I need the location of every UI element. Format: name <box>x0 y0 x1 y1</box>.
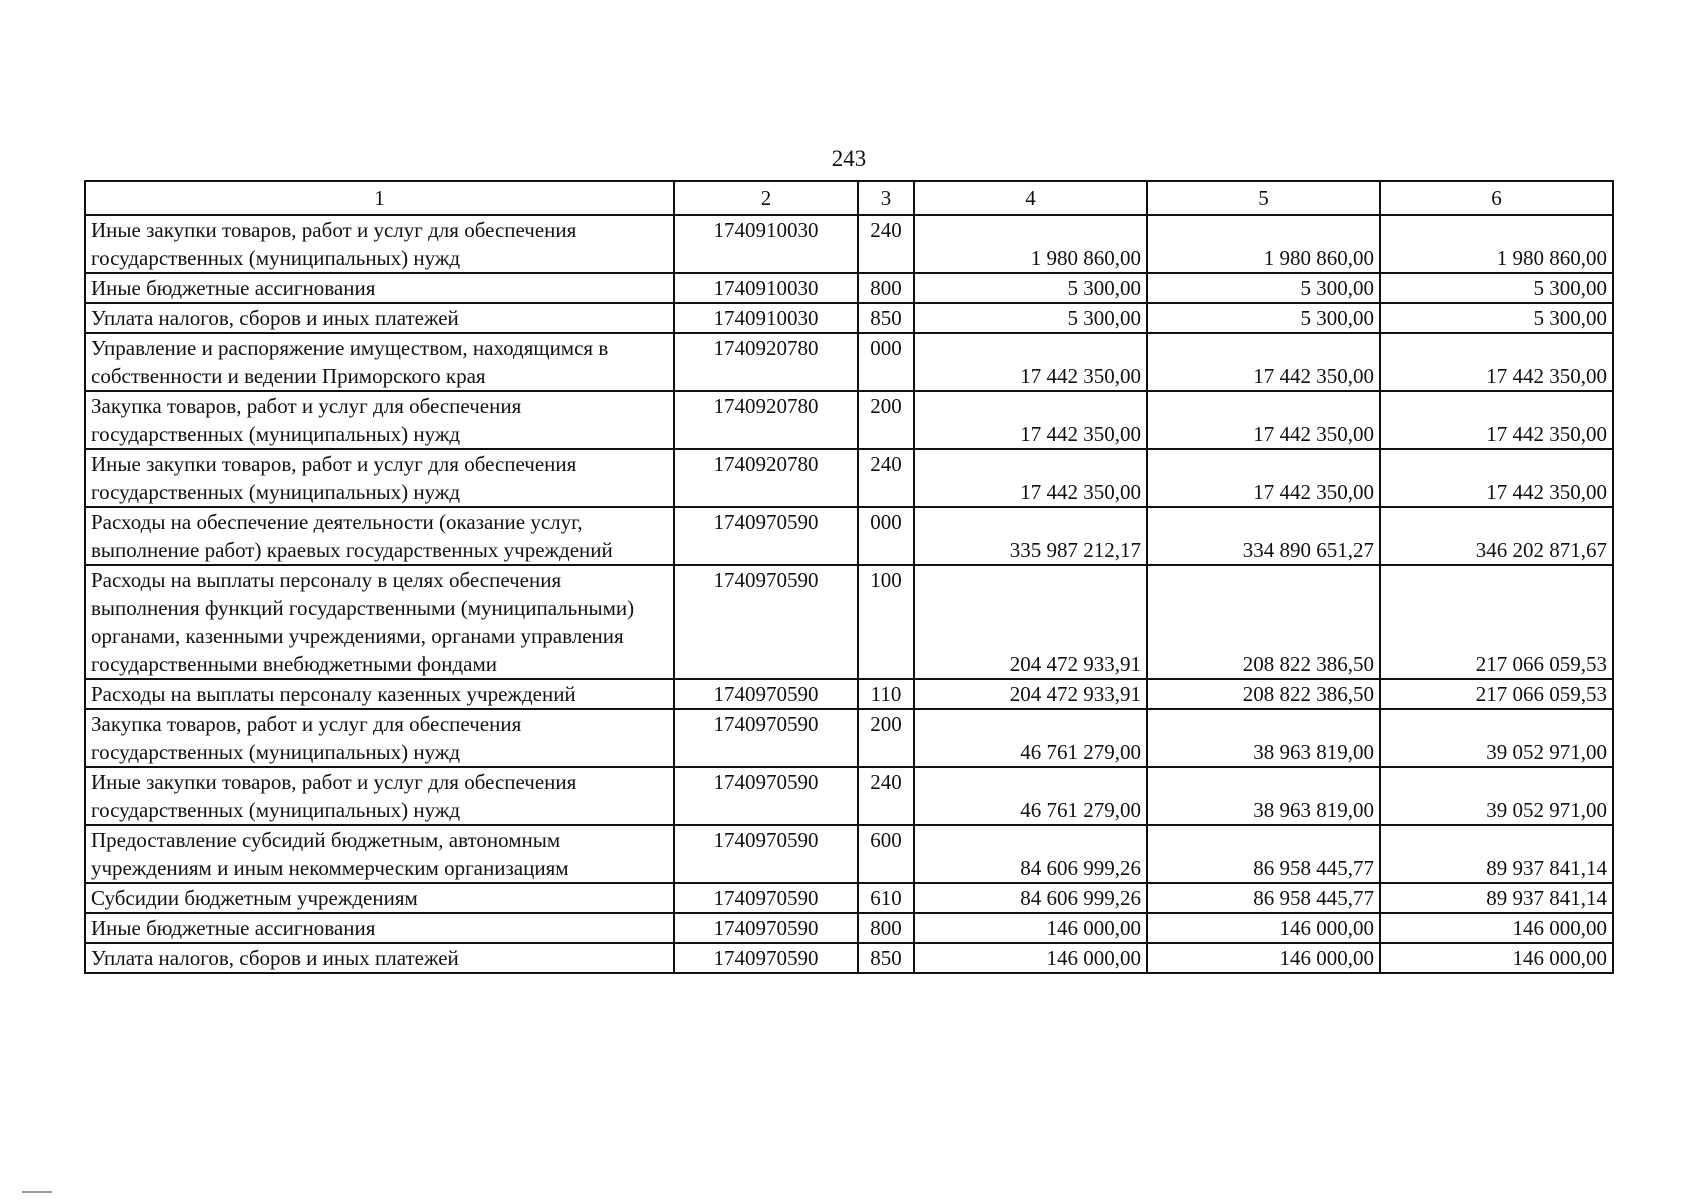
row-name-cell: Расходы на обеспечение деятельности (оказание услуг, выполнение работ) краевых государственных учреждений <box>85 507 674 565</box>
row-expense-type-cell: 200 <box>858 391 914 449</box>
table-row <box>85 273 1613 303</box>
row-amount-col4-cell: 146 000,00 <box>914 943 1147 973</box>
row-amount-col4-cell: 5 300,00 <box>914 303 1147 333</box>
budget-table <box>84 180 1614 974</box>
row-target-code-cell: 1740920780 <box>674 333 858 391</box>
row-name-cell: Иные бюджетные ассигнования <box>85 273 674 303</box>
row-expense-type-cell: 240 <box>858 215 914 273</box>
row-amount-col6-cell: 89 937 841,14 <box>1380 883 1613 913</box>
row-amount-col4-cell: 46 761 279,00 <box>914 767 1147 825</box>
table-row <box>85 303 1613 333</box>
row-amount-col6-cell: 17 442 350,00 <box>1380 391 1613 449</box>
row-amount-col5-cell: 17 442 350,00 <box>1147 333 1380 391</box>
row-amount-col4-cell: 204 472 933,91 <box>914 679 1147 709</box>
table-row <box>85 943 1613 973</box>
table-row <box>85 507 1613 565</box>
header-row <box>85 181 1613 215</box>
row-target-code-cell: 1740970590 <box>674 679 858 709</box>
row-name-cell: Уплата налогов, сборов и иных платежей <box>85 943 674 973</box>
row-name-cell: Субсидии бюджетным учреждениям <box>85 883 674 913</box>
row-amount-col4-cell: 46 761 279,00 <box>914 709 1147 767</box>
row-name-cell: Иные закупки товаров, работ и услуг для обеспечения государственных (муниципальных) нужд <box>85 449 674 507</box>
row-target-code-cell: 1740910030 <box>674 303 858 333</box>
row-target-code-cell: 1740970590 <box>674 825 858 883</box>
table-header <box>85 181 1613 215</box>
row-amount-col5-cell: 38 963 819,00 <box>1147 709 1380 767</box>
row-amount-col4-cell: 17 442 350,00 <box>914 391 1147 449</box>
row-amount-col6-cell: 217 066 059,53 <box>1380 565 1613 679</box>
table-row <box>85 883 1613 913</box>
row-target-code-cell: 1740970590 <box>674 913 858 943</box>
table-row <box>85 913 1613 943</box>
row-amount-col4-cell: 84 606 999,26 <box>914 883 1147 913</box>
row-name-cell: Иные закупки товаров, работ и услуг для обеспечения государственных (муниципальных) нужд <box>85 215 674 273</box>
row-name-cell: Управление и распоряжение имуществом, находящимся в собственности и ведении Приморского края <box>85 333 674 391</box>
row-amount-col5-cell: 208 822 386,50 <box>1147 565 1380 679</box>
row-amount-col6-cell: 346 202 871,67 <box>1380 507 1613 565</box>
row-expense-type-cell: 800 <box>858 273 914 303</box>
row-amount-col4-cell: 84 606 999,26 <box>914 825 1147 883</box>
row-expense-type-cell: 000 <box>858 333 914 391</box>
budget-table-container <box>84 180 1612 974</box>
row-name-cell: Уплата налогов, сборов и иных платежей <box>85 303 674 333</box>
row-amount-col6-cell: 39 052 971,00 <box>1380 709 1613 767</box>
row-expense-type-cell: 110 <box>858 679 914 709</box>
row-amount-col5-cell: 5 300,00 <box>1147 303 1380 333</box>
row-amount-col5-cell: 86 958 445,77 <box>1147 883 1380 913</box>
row-name-cell: Расходы на выплаты персоналу казенных учреждений <box>85 679 674 709</box>
row-name-cell: Закупка товаров, работ и услуг для обеспечения государственных (муниципальных) нужд <box>85 391 674 449</box>
row-amount-col5-cell: 146 000,00 <box>1147 913 1380 943</box>
row-amount-col6-cell: 1 980 860,00 <box>1380 215 1613 273</box>
row-amount-col4-cell: 1 980 860,00 <box>914 215 1147 273</box>
row-amount-col5-cell: 334 890 651,27 <box>1147 507 1380 565</box>
row-target-code-cell: 1740920780 <box>674 449 858 507</box>
table-body <box>85 215 1613 973</box>
row-target-code-cell: 1740910030 <box>674 215 858 273</box>
table-row <box>85 565 1613 679</box>
row-expense-type-cell: 600 <box>858 825 914 883</box>
row-expense-type-cell: 800 <box>858 913 914 943</box>
row-amount-col6-cell: 39 052 971,00 <box>1380 767 1613 825</box>
row-amount-col6-cell: 217 066 059,53 <box>1380 679 1613 709</box>
row-amount-col6-cell: 146 000,00 <box>1380 943 1613 973</box>
row-name-cell: Расходы на выплаты персоналу в целях обеспечения выполнения функций государственными (муниципальными) органами, казенными учреждениями, органами управления государственными внебюджетными фондами <box>85 565 674 679</box>
table-row <box>85 709 1613 767</box>
row-expense-type-cell: 610 <box>858 883 914 913</box>
column-header-2: 2 <box>674 181 858 215</box>
row-amount-col6-cell: 146 000,00 <box>1380 913 1613 943</box>
row-target-code-cell: 1740970590 <box>674 943 858 973</box>
row-target-code-cell: 1740910030 <box>674 273 858 303</box>
row-expense-type-cell: 240 <box>858 767 914 825</box>
column-header-6: 6 <box>1380 181 1613 215</box>
table-row <box>85 825 1613 883</box>
row-target-code-cell: 1740920780 <box>674 391 858 449</box>
row-target-code-cell: 1740970590 <box>674 883 858 913</box>
row-expense-type-cell: 200 <box>858 709 914 767</box>
row-amount-col5-cell: 5 300,00 <box>1147 273 1380 303</box>
table-row <box>85 215 1613 273</box>
row-name-cell: Закупка товаров, работ и услуг для обеспечения государственных (муниципальных) нужд <box>85 709 674 767</box>
row-expense-type-cell: 000 <box>858 507 914 565</box>
page-number: 243 <box>831 146 867 171</box>
row-amount-col6-cell: 5 300,00 <box>1380 273 1613 303</box>
row-amount-col4-cell: 204 472 933,91 <box>914 565 1147 679</box>
row-target-code-cell: 1740970590 <box>674 565 858 679</box>
row-amount-col6-cell: 89 937 841,14 <box>1380 825 1613 883</box>
row-amount-col4-cell: 335 987 212,17 <box>914 507 1147 565</box>
table-row <box>85 333 1613 391</box>
column-header-4: 4 <box>914 181 1147 215</box>
table-row <box>85 391 1613 449</box>
row-amount-col5-cell: 86 958 445,77 <box>1147 825 1380 883</box>
row-expense-type-cell: 100 <box>858 565 914 679</box>
column-header-1: 1 <box>85 181 674 215</box>
row-expense-type-cell: 850 <box>858 303 914 333</box>
scan-mark <box>22 1191 52 1193</box>
table-row <box>85 767 1613 825</box>
row-amount-col4-cell: 5 300,00 <box>914 273 1147 303</box>
row-name-cell: Предоставление субсидий бюджетным, автономным учреждениям и иным некоммерческим организациям <box>85 825 674 883</box>
row-target-code-cell: 1740970590 <box>674 767 858 825</box>
row-expense-type-cell: 850 <box>858 943 914 973</box>
column-header-5: 5 <box>1147 181 1380 215</box>
row-expense-type-cell: 240 <box>858 449 914 507</box>
row-target-code-cell: 1740970590 <box>674 709 858 767</box>
row-amount-col4-cell: 17 442 350,00 <box>914 333 1147 391</box>
table-row <box>85 679 1613 709</box>
row-amount-col5-cell: 17 442 350,00 <box>1147 449 1380 507</box>
row-amount-col6-cell: 17 442 350,00 <box>1380 333 1613 391</box>
column-header-3: 3 <box>858 181 914 215</box>
row-amount-col5-cell: 146 000,00 <box>1147 943 1380 973</box>
row-amount-col5-cell: 208 822 386,50 <box>1147 679 1380 709</box>
row-amount-col6-cell: 17 442 350,00 <box>1380 449 1613 507</box>
table-row <box>85 449 1613 507</box>
row-amount-col5-cell: 17 442 350,00 <box>1147 391 1380 449</box>
row-amount-col5-cell: 38 963 819,00 <box>1147 767 1380 825</box>
row-amount-col6-cell: 5 300,00 <box>1380 303 1613 333</box>
row-amount-col4-cell: 17 442 350,00 <box>914 449 1147 507</box>
row-name-cell: Иные бюджетные ассигнования <box>85 913 674 943</box>
row-name-cell: Иные закупки товаров, работ и услуг для обеспечения государственных (муниципальных) нужд <box>85 767 674 825</box>
row-target-code-cell: 1740970590 <box>674 507 858 565</box>
row-amount-col5-cell: 1 980 860,00 <box>1147 215 1380 273</box>
row-amount-col4-cell: 146 000,00 <box>914 913 1147 943</box>
